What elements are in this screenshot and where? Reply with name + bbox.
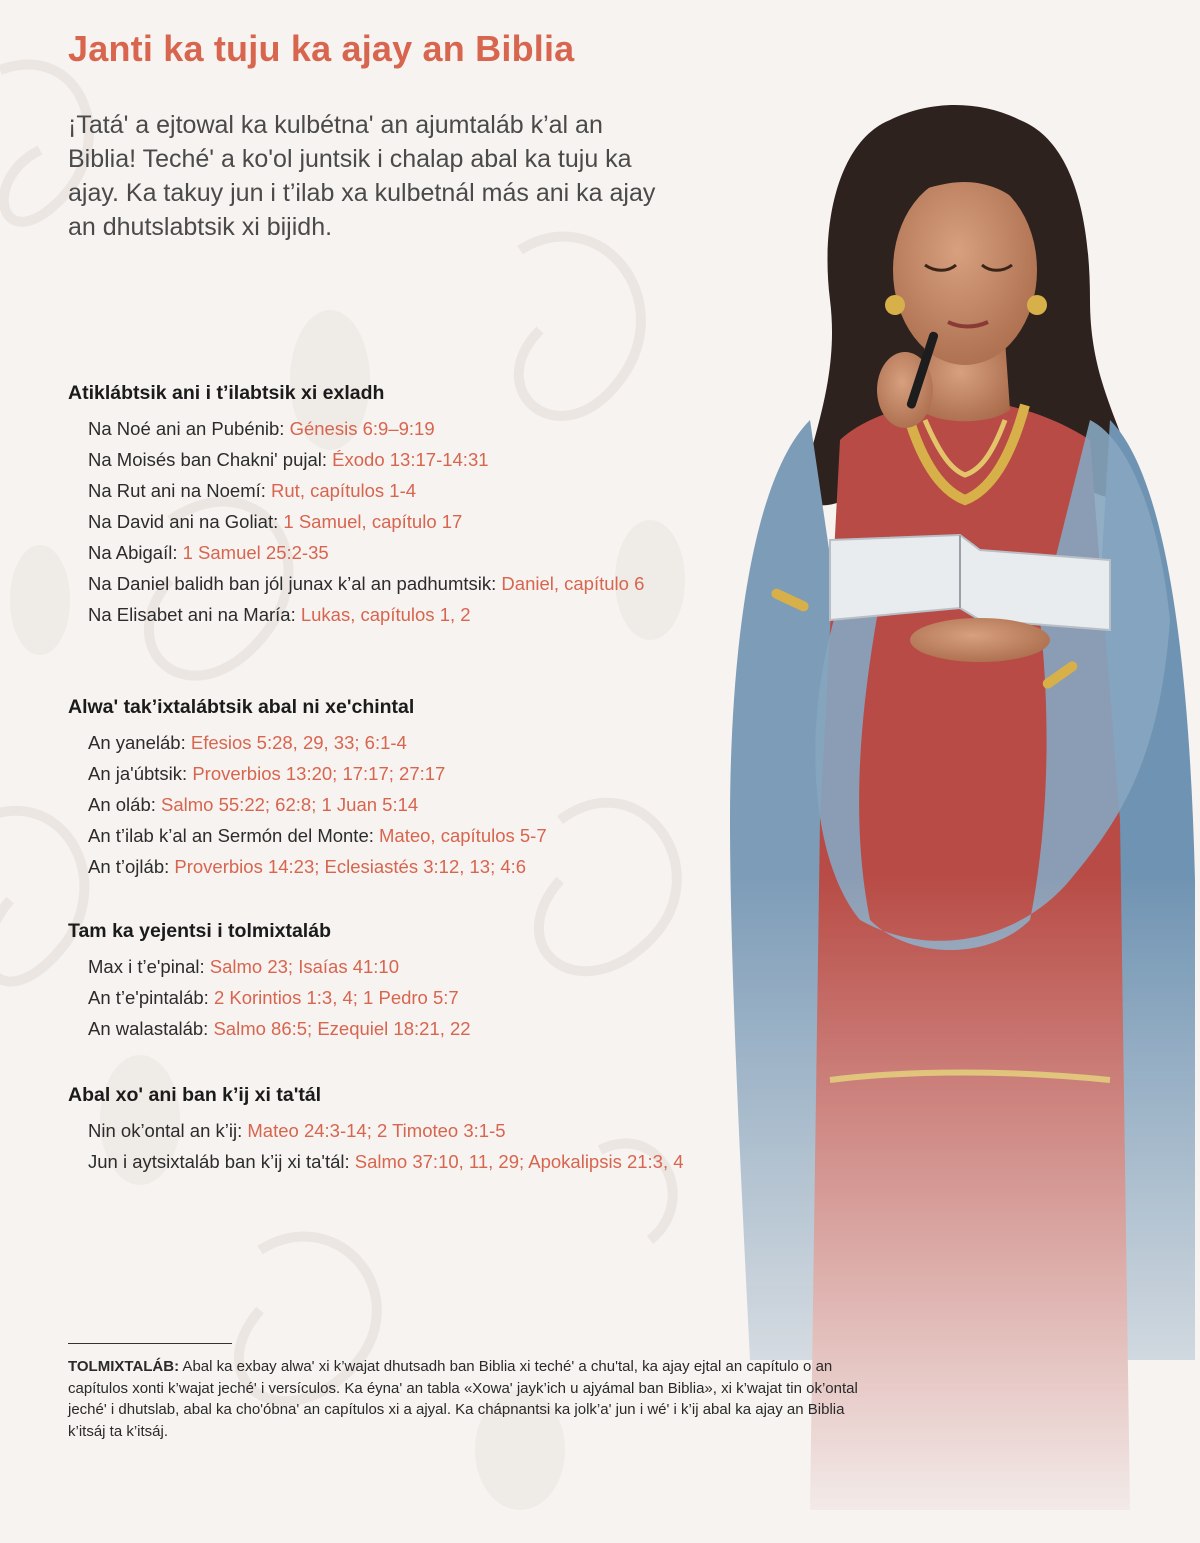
reading-list <box>68 1119 708 1174</box>
section-heading: Atiklábtsik ani i t’ilabtsik xi exladh <box>68 382 385 404</box>
section-comfort <box>68 920 708 1048</box>
section-advice <box>68 696 708 886</box>
scripture-reference: Salmo 86:5; Ezequiel 18:21, 22 <box>213 1018 471 1039</box>
list-item: An oláb: Salmo 55:22; 62:8; 1 Juan 5:14 <box>88 794 419 815</box>
page-title: Janti ka tuju ka ajay an Biblia <box>68 28 575 69</box>
list-item: Nin ok’ontal an k’ij: Mateo 24:3-14; 2 Timoteo 3:1-5 <box>88 1120 506 1141</box>
intro-paragraph: ¡Tatá' a ejtowal ka kulbétna' an ajumtaláb k’al an Biblia! Teché' a ko'ol juntsik i chalap abal ka tuju ka ajay. Ka takuy jun i t’ilab xa kulbetnál más ani ka ajay an dhutslabtsik xi bijidh. <box>68 111 656 241</box>
scripture-reference: Proverbios 13:20; 17:17; 27:17 <box>192 763 446 784</box>
list-item: Jun i aytsixtaláb ban k’ij xi ta'tál: Salmo 37:10, 11, 29; Apokalipsis 21:3, 4 <box>88 1151 684 1172</box>
list-item: Na Moisés ban Chakni' pujal: Éxodo 13:17-14:31 <box>88 449 489 470</box>
scripture-reference: Lukas, capítulos 1, 2 <box>300 604 471 625</box>
list-item: Na Noé ani an Pubénib: Génesis 6:9–9:19 <box>88 418 435 439</box>
section-heading: Alwa' tak’ixtalábtsik abal ni xe'chintal <box>68 696 415 718</box>
list-item: An ja'úbtsik: Proverbios 13:20; 17:17; 27:17 <box>88 763 446 784</box>
scripture-reference: 1 Samuel 25:2-35 <box>182 542 329 563</box>
footnote-divider <box>68 1343 232 1344</box>
footnote-label: TOLMIXTALÁB: <box>68 1358 180 1375</box>
list-item: An t’ilab k’al an Sermón del Monte: Mateo, capítulos 5-7 <box>88 825 547 846</box>
list-item: Max i t’e'pinal: Salmo 23; Isaías 41:10 <box>88 956 400 977</box>
list-item: Na Rut ani na Noemí: Rut, capítulos 1-4 <box>88 480 417 501</box>
scripture-reference: Salmo 37:10, 11, 29; Apokalipsis 21:3, 4 <box>354 1151 684 1172</box>
scripture-reference: Génesis 6:9–9:19 <box>289 418 435 439</box>
list-item: An t’e'pintaláb: 2 Korintios 1:3, 4; 1 Pedro 5:7 <box>88 987 459 1008</box>
woman-reading-bible-illustration <box>690 60 1200 1543</box>
list-item: An t’ojláb: Proverbios 14:23; Eclesiastés 3:12, 13; 4:6 <box>88 856 527 877</box>
list-item: Na Daniel balidh ban jól junax k’al an padhumtsik: Daniel, capítulo 6 <box>88 573 645 594</box>
section-future <box>68 1084 708 1181</box>
scripture-reference: Efesios 5:28, 29, 33; 6:1-4 <box>190 732 407 753</box>
list-item: Na David ani na Goliat: 1 Samuel, capítulo 17 <box>88 511 463 532</box>
scripture-reference: Salmo 55:22; 62:8; 1 Juan 5:14 <box>161 794 419 815</box>
list-item: Na Elisabet ani na María: Lukas, capítulos 1, 2 <box>88 604 471 625</box>
scripture-reference: Rut, capítulos 1-4 <box>271 480 417 501</box>
scripture-reference: Daniel, capítulo 6 <box>501 573 645 594</box>
list-item: An walastaláb: Salmo 86:5; Ezequiel 18:21, 22 <box>88 1018 471 1039</box>
section-bible-stories <box>68 382 708 634</box>
section-heading: Tam ka yejentsi i tolmixtaláb <box>68 920 331 942</box>
list-item: Na Abigaíl: 1 Samuel 25:2-35 <box>88 542 329 563</box>
scripture-reference: Éxodo 13:17-14:31 <box>332 449 489 470</box>
scripture-reference: Mateo, capítulos 5-7 <box>379 825 547 846</box>
scripture-reference: 1 Samuel, capítulo 17 <box>283 511 463 532</box>
reading-list <box>68 417 708 627</box>
scripture-reference: Salmo 23; Isaías 41:10 <box>209 956 400 977</box>
footnote-text: Abal ka exbay alwa' xi k’wajat dhutsadh ban Biblia xi teché' a chu'tal, ka ajay ejtal an capítulo o an capítulos xonti k’wajat jeché' i versículos. Ka éyna' an tabla «Xowa' jayk’ich u ajyámal ban Biblia», xi k’wajat tin ok’ontal jeché' i dhutslab, abal ka cho'óbna' an capítulos xi a ajyal. Ka chápnantsi ka jolk’a' jun i wé' i k’ij abal ka ajay an Biblia k’itsáj ta k’itsáj. <box>68 1358 858 1440</box>
footnote <box>68 1356 868 1442</box>
reading-list <box>68 731 708 879</box>
scripture-reference: Proverbios 14:23; Eclesiastés 3:12, 13; 4:6 <box>174 856 527 877</box>
scripture-reference: 2 Korintios 1:3, 4; 1 Pedro 5:7 <box>213 987 459 1008</box>
scripture-reference: Mateo 24:3-14; 2 Timoteo 3:1-5 <box>247 1120 506 1141</box>
list-item: An yaneláb: Efesios 5:28, 29, 33; 6:1-4 <box>88 732 407 753</box>
reading-list <box>68 955 708 1041</box>
section-heading: Abal xo' ani ban k’ij xi ta'tál <box>68 1084 322 1106</box>
